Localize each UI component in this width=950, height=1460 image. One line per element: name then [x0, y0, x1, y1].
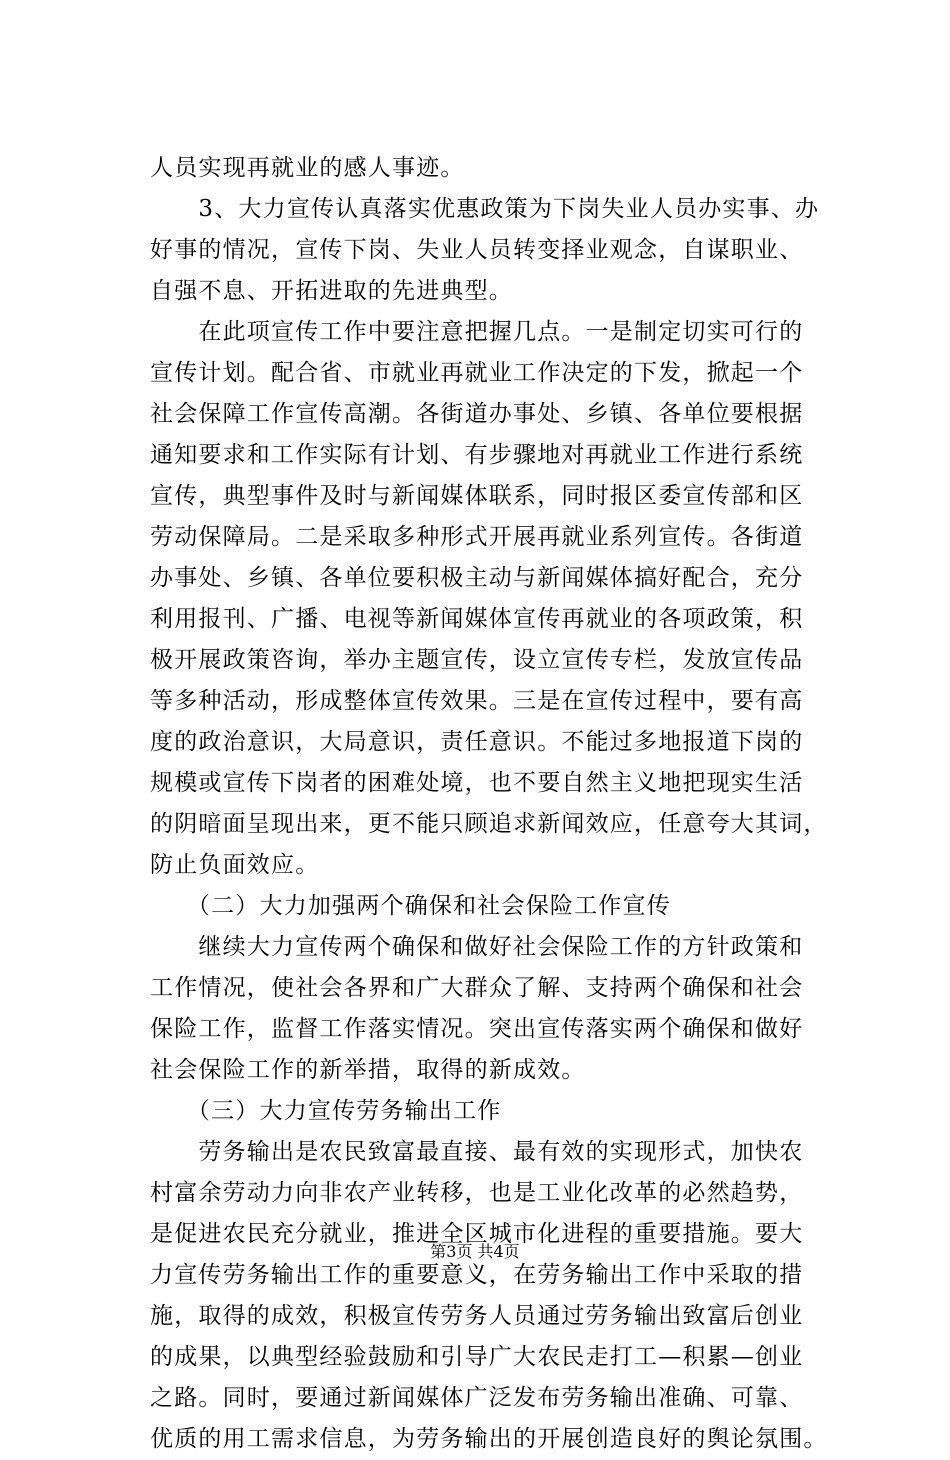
text-line: 劳务输出是农民致富最直接、最有效的实现形式，加快农	[150, 1139, 804, 1165]
text-line: 宣传，典型事件及时与新闻媒体联系，同时报区委宣传部和区	[150, 483, 804, 509]
text-line: 村富余劳动力向非农产业转移，也是工业化改革的必然趋势，	[150, 1180, 804, 1206]
text-line: 规模或宣传下岗者的困难处境，也不要自然主义地把现实生活	[150, 770, 804, 796]
text-line: 利用报刊、广播、电视等新闻媒体宣传再就业的各项政策，积	[150, 606, 804, 632]
text-line: 的成果，以典型经验鼓励和引导广大农民走打工—积累—创业	[150, 1344, 804, 1370]
text-line: 好事的情况，宣传下岗、失业人员转变择业观念，自谋职业、	[150, 237, 804, 263]
text-line: 宣传计划。配合省、市就业再就业工作决定的下发，掀起一个	[150, 360, 804, 386]
text-line: 度的政治意识，大局意识，责任意识。不能过多地报道下岗的	[150, 729, 804, 755]
section-heading: （二）大力加强两个确保和社会保险工作宣传	[150, 893, 671, 919]
document-body	[150, 148, 840, 1460]
text-line: 力宣传劳务输出工作的重要意义，在劳务输出工作中采取的措	[150, 1262, 804, 1288]
text-line: 之路。同时，要通过新闻媒体广泛发布劳务输出准确、可靠、	[150, 1385, 804, 1411]
text-line: 的阴暗面呈现出来，更不能只顾追求新闻效应，任意夸大其词，	[150, 811, 828, 837]
text-line: 保险工作，监督工作落实情况。突出宣传落实两个确保和做好	[150, 1016, 804, 1042]
text-line: 等多种活动，形成整体宣传效果。三是在宣传过程中，要有高	[150, 688, 804, 714]
page-number-footer: 第3页 共4页	[430, 1242, 520, 1261]
text-line: 通知要求和工作实际有计划、有步骤地对再就业工作进行系统	[150, 442, 804, 468]
text-line: 办事处、乡镇、各单位要积极主动与新闻媒体搞好配合，充分	[150, 565, 804, 591]
text-line: 防止负面效应。	[150, 852, 320, 878]
text-line: 社会保险工作的新举措，取得的新成效。	[150, 1057, 586, 1083]
text-line: 工作情况，使社会各界和广大群众了解、支持两个确保和社会	[150, 975, 804, 1001]
text-line: 是促进农民充分就业，推进全区城市化进程的重要措施。要大	[150, 1221, 804, 1247]
text-line: 施，取得的成效，积极宣传劳务人员通过劳务输出致富后创业	[150, 1303, 804, 1329]
text-line: 在此项宣传工作中要注意把握几点。一是制定切实可行的	[150, 319, 804, 345]
text-line: 人员实现再就业的感人事迹。	[150, 155, 465, 181]
text-line: 劳动保障局。二是采取多种形式开展再就业系列宣传。各街道	[150, 524, 804, 550]
text-line: 继续大力宣传两个确保和做好社会保险工作的方针政策和	[150, 934, 804, 960]
text-line: 极开展政策咨询，举办主题宣传，设立宣传专栏，发放宣传品	[150, 647, 804, 673]
text-line: 自强不息、开拓进取的先进典型。	[150, 278, 513, 304]
text-line: 3、大力宣传认真落实优惠政策为下岗失业人员办实事、办	[150, 196, 820, 222]
text-line: 优质的用工需求信息，为劳务输出的开展创造良好的舆论氛围。	[150, 1426, 828, 1452]
text-line: 社会保障工作宣传高潮。各街道办事处、乡镇、各单位要根据	[150, 401, 804, 427]
section-heading: （三）大力宣传劳务输出工作	[150, 1098, 502, 1124]
